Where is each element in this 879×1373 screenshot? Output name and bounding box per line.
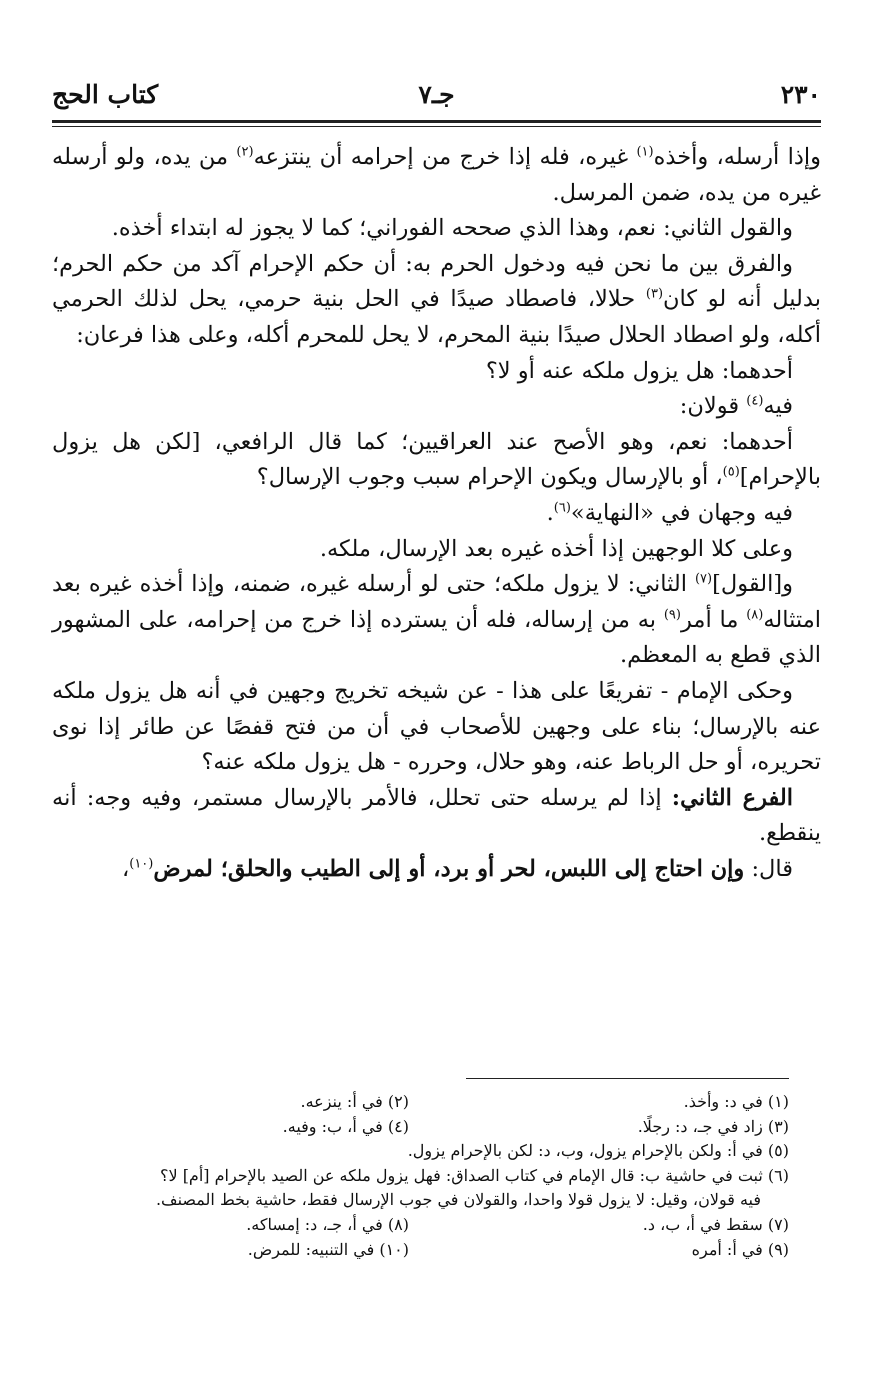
main-text bbox=[52, 140, 821, 887]
footnote-7: (٧) سقط في أ، ب، د. bbox=[642, 1214, 789, 1234]
footnote-4: (٤) في أ، ب: وفيه. bbox=[282, 1116, 409, 1136]
footnote-9: (٩) في أ: أمره bbox=[691, 1239, 789, 1259]
book-title: كتاب الحج bbox=[52, 80, 159, 109]
footnote-5: (٥) في أ: ولكن بالإحرام يزول، وب، د: لكن بالإحرام يزول. bbox=[407, 1141, 789, 1161]
footnote-3: (٣) زاد في جـ، د: رجلًا. bbox=[637, 1116, 789, 1136]
footnote-row bbox=[52, 1115, 789, 1140]
footnote-separator bbox=[466, 1078, 789, 1079]
footnote-ref-1: (١) bbox=[636, 144, 654, 160]
footnote-2: (٢) في أ: ينزعه. bbox=[300, 1092, 409, 1111]
footnote-6-continued: فيه قولان، وقيل: لا يزول قولا واحدا، والقولان في جوب الإرسال فقط، حاشية بخط المصنف. bbox=[155, 1190, 761, 1210]
paragraph-1: وإذا أرسله، وأخذه$^{(١)}$ غيره، فله إذا خرج من إحرامه أن ينتزعه$^{(٢)}$ من يده، ولو أرسله غيره من يده، ضمن المرسل. bbox=[52, 144, 821, 206]
footnote-ref-8: (٨) bbox=[746, 607, 764, 623]
footnote-10: (١٠) في التنبيه: للمرض. bbox=[247, 1239, 409, 1259]
paragraph-3: والفرق بين ما نحن فيه ودخول الحرم به: أن حكم الإحرام آكد من حكم الحرم؛ بدليل أنه لو كان$^{(٣)}$ حلالا، فاصطاد صيدًا في الحل بنية حرمي، يحل لذلك الحرمي أكله، ولو اصطاد الحلال صيدًا بنية المحرم، لا يحل للمحرم أكله، وعلى هذا فرعان: bbox=[52, 250, 821, 348]
footnote-ref-6: (٦) bbox=[553, 500, 571, 516]
footnote-ref-3: (٣) bbox=[645, 286, 664, 302]
paragraph-9: و[القول]$^{(٧)}$ الثاني: لا يزول ملكه؛ حتى لو أرسله غيره، ضمنه، وإذا أخذه غيره بعد امتثاله$^{(٨)}$ ما أمر$^{(٩)}$ به من إرساله، فله أن يسترده إذا خرج من إحرامه، على المشهور الذي قطع به المعظم. bbox=[52, 571, 821, 669]
footnote-row bbox=[52, 1090, 789, 1115]
paragraph-4: أحدهما: هل يزول ملكه عنه أو لا؟ bbox=[485, 357, 793, 384]
footnote-ref-10: (١٠) bbox=[129, 856, 154, 872]
paragraph-6: أحدهما: نعم، وهو الأصح عند العراقيين؛ كما قال الرافعي، [لكن هل يزول بالإحرام]$^{(٥)}$، أو بالإرسال ويكون الإحرام سبب وجوب الإرسال؟ bbox=[52, 428, 821, 491]
footnote-ref-4: (٤) bbox=[746, 393, 764, 409]
branch-heading: الفرع الثاني: bbox=[671, 784, 793, 811]
header-rule-thick bbox=[52, 120, 821, 123]
header-rule-thin bbox=[52, 126, 821, 127]
footnote-ref-5: (٥) bbox=[722, 464, 740, 480]
paragraph-5: فيه$^{(٤)}$ قولان: bbox=[679, 393, 793, 420]
paragraph-8: وعلى كلا الوجهين إذا أخذه غيره بعد الإرسال، ملكه. bbox=[319, 535, 793, 562]
footnote-ref-9: (٩) bbox=[663, 607, 681, 623]
footnotes bbox=[52, 1090, 789, 1262]
footnote-ref-2: (٢) bbox=[236, 144, 254, 160]
paragraph-7: فيه وجهان في «النهاية»$^{(٦)}$. bbox=[546, 499, 793, 526]
footnote-1: (١) في د: وأخذ. bbox=[683, 1092, 789, 1111]
paragraph-12: قال: وإن احتاج إلى اللبس، لحر أو برد، أو إلى الطيب والحلق؛ لمرض$^{(١٠)}$، bbox=[121, 855, 793, 882]
paragraph-2: والقول الثاني: نعم، وهذا الذي صححه الفوراني؛ كما لا يجوز له ابتداء أخذه. bbox=[111, 215, 793, 242]
paragraph-10: وحكى الإمام - تفريعًا على هذا - عن شيخه تخريج وجهين في أنه هل يزول ملكه عنه بالإرسال؛ بناء على وجهين للأصحاب في أن من فتح قفصًا عن طائر إذا نوى تحريره، أو حل الرباط عنه، وهو حلال، وحرره - هل يزول ملكه عنه؟ bbox=[52, 677, 821, 776]
footnote-row bbox=[52, 1213, 789, 1238]
volume-label: جـ٧ bbox=[418, 80, 455, 109]
footnote-6: (٦) ثبت في حاشية ب: قال الإمام في كتاب الصداق: فهل يزول ملكه عن الصيد بالإحرام [أم] لا؟ bbox=[159, 1165, 789, 1185]
page-header bbox=[52, 74, 821, 118]
quoted-text: وإن احتاج إلى اللبس، لحر أو برد، أو إلى الطيب والحلق؛ لمرض bbox=[153, 855, 745, 882]
footnote-ref-7: (٧) bbox=[694, 571, 713, 587]
paragraph-11: الفرع الثاني: إذا لم يرسله حتى تحلل، فالأمر بالإرسال مستمر، وفيه وجه: أنه ينقطع. bbox=[52, 784, 821, 847]
footnote-row bbox=[52, 1238, 789, 1263]
footnote-8: (٨) في أ، جـ، د: إمساكه. bbox=[246, 1214, 409, 1234]
page-number: ٢٣٠ bbox=[780, 80, 821, 109]
